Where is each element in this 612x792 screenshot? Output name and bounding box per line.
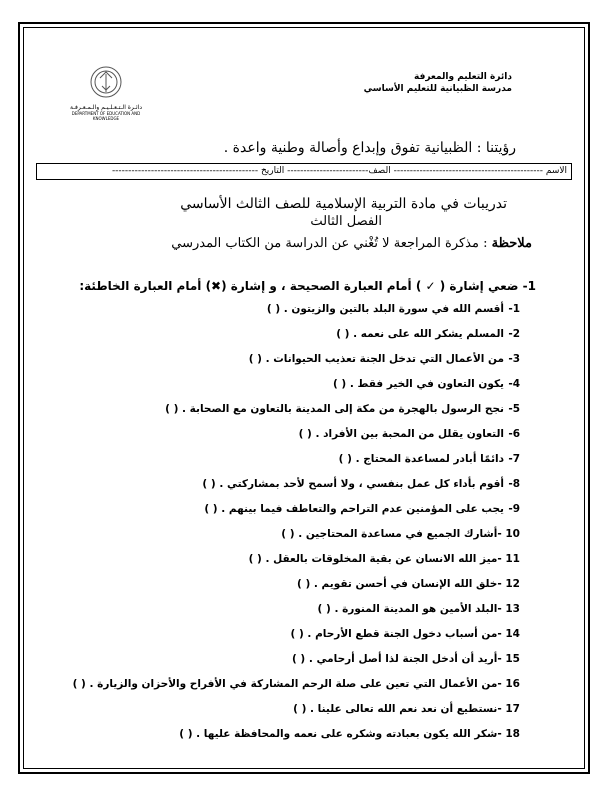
item-text: البلد الأمين هو المدينة المنورة . ( ) [317,603,498,615]
item-number: 16 - [497,678,520,690]
school-name: مدرسة الظبيانية للتعليم الأساسي [363,84,512,94]
item-number: 4- [508,378,520,390]
note-line [171,236,532,251]
item-text: خلق الله الإنسان في أحسن تقويم . ( ) [297,578,498,590]
item-text: يكون التعاون في الخير فقط . ( ) [332,378,504,390]
item-text: ميز الله الانسان عن بقية المخلوقات بالعقل . ( ) [248,553,498,565]
student-info-line: الاسم ---------------------------------------------- الصف------------------------- التاريخ --------------------------------------------- [36,163,572,180]
item-number: 2- [508,328,520,340]
question-heading: 1- ضعي إشارة ( ✓ ) أمام العبارة الصحيحة ، و إشارة (✖) أمام العبارة الخاطئة: [79,279,536,293]
statement-item [249,553,520,565]
item-text: أقوم بأداء كل عمل بنفسي ، ولا أسمح لأحد بمشاركتي . ( ) [202,478,504,490]
item-number: 13 - [497,603,520,615]
statement-item [336,328,520,340]
item-text: أقسم الله في سورة البلد بالتين والزيتون . ( ) [266,303,504,315]
note-text: : مذكرة المراجعة لا تُغْني عن الدراسة من الكتاب المدرسي [171,236,492,251]
statement-item [73,678,520,690]
item-text: من الأعمال التي تعين على صلة الرحم المشاركة في الأفراح والأحزان والزيارة . ( ) [72,678,498,690]
item-number: 5- [508,403,520,415]
item-text: من أسباب دخول الجنة قطع الأرحام . ( ) [290,628,498,640]
statement-item [165,403,520,415]
item-text: يجب على المؤمنين عدم التراحم والتعاطف فيما بينهم . ( ) [204,503,504,515]
statement-item [249,353,520,365]
worksheet-title: تدريبات في مادة التربية الإسلامية للصف الثالث الأساسي [180,196,507,212]
item-number: 18 - [497,728,520,740]
logo-arabic-text: دائـرة الـتـعـلـيـم والـمـعـرفـة [70,104,142,111]
semester-label: الفصل الثالث [310,214,382,229]
logo-english-text: DEPARTMENT OF EDUCATION AND KNOWLEDGE [71,111,141,121]
item-number: 8- [508,478,520,490]
note-label: ملاحظة [491,236,532,251]
statement-item [299,428,520,440]
department-name: دائرة التعليم والمعرفة [413,72,512,82]
item-text: دائمًا أبادر لمساعدة المحتاج . ( ) [338,453,504,465]
statement-item [292,653,520,665]
item-text: من الأعمال التي تدخل الجنة تعذيب الحيوانات . ( ) [248,353,504,365]
department-header [364,71,512,95]
vision-statement: رؤيتنا : الظبيانية تفوق وإبداع وأصالة وطنية واعدة . [223,140,516,156]
statement-item [291,628,520,640]
item-number: 15 - [497,653,520,665]
item-number: 6- [508,428,520,440]
item-text: أريد أن أدخل الجنة لذا أصل أرحامي . ( ) [291,653,498,665]
item-number: 7- [508,453,520,465]
item-number: 3- [508,353,520,365]
item-text: شكر الله يكون بعبادته وشكره على نعمه والمحافظة عليها . ( ) [179,728,498,740]
item-number: 9- [508,503,520,515]
item-text: المسلم يشكر الله على نعمه . ( ) [336,328,504,340]
statement-item [281,528,520,540]
statement-item [267,303,520,315]
statement-item [339,453,520,465]
item-number: 12 - [497,578,520,590]
statement-item [293,703,520,715]
item-text: نجح الرسول بالهجرة من مكة إلى المدينة بالتعاون مع الصحابة . ( ) [165,403,504,415]
item-text: التعاون يقلل من المحبة بين الأفراد . ( ) [298,428,504,440]
item-number: 10 - [497,528,520,540]
statement-item [297,578,520,590]
item-number: 17 - [497,703,520,715]
item-text: أشارك الجميع في مساعدة المحتاجين . ( ) [281,528,498,540]
item-number: 14 - [497,628,520,640]
statement-item [202,478,520,490]
statement-item [333,378,520,390]
statement-item [179,728,520,740]
statement-item [318,603,520,615]
item-number: 11 - [497,553,520,565]
item-number: 1- [508,303,520,315]
item-text: نستطيع أن نعد نعم الله تعالى علينا . ( ) [293,703,498,715]
statement-item [204,503,520,515]
